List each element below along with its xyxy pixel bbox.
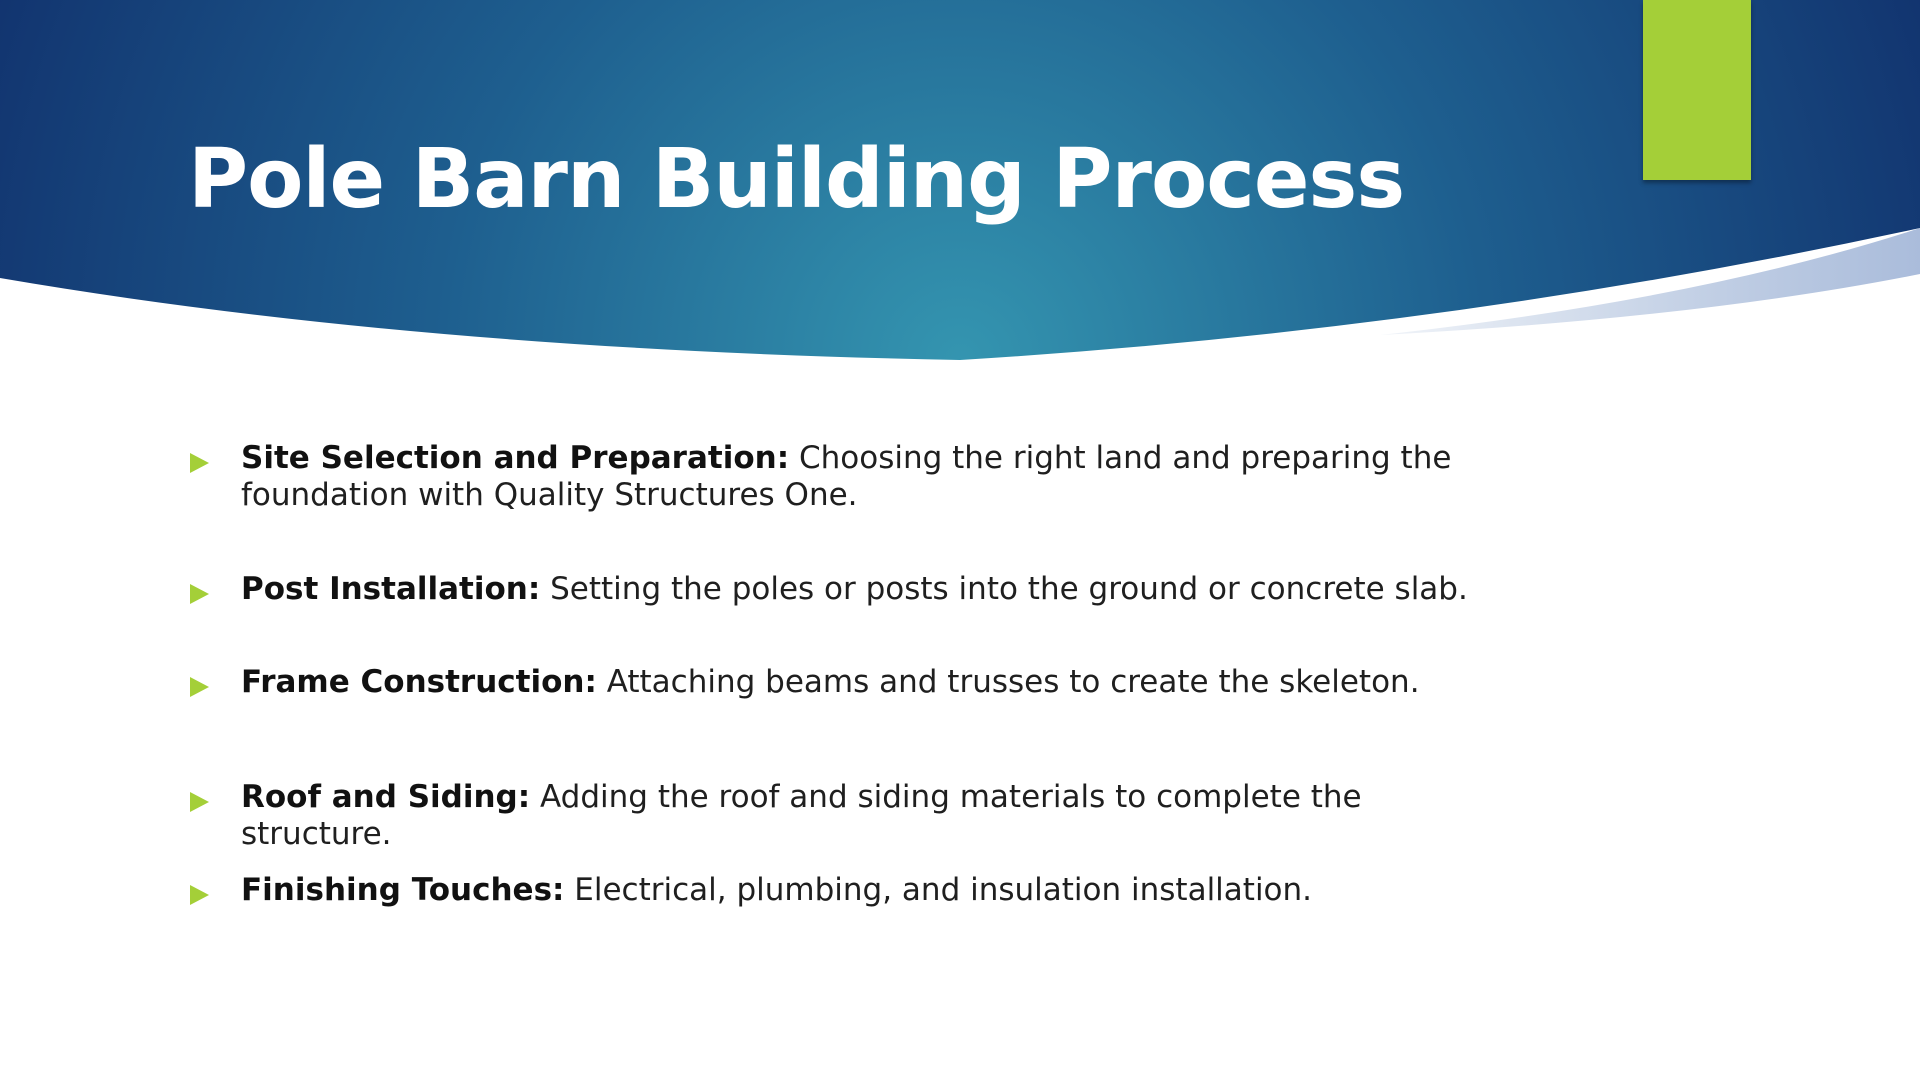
bullet-description: Attaching beams and trusses to create the skeleton. bbox=[596, 664, 1420, 700]
bullet-text bbox=[241, 664, 1481, 701]
bullet-term: Finishing Touches: bbox=[241, 872, 565, 908]
bullet-item bbox=[190, 571, 1670, 608]
bullet-text bbox=[241, 440, 1481, 514]
bullet-term: Site Selection and Preparation: bbox=[241, 440, 790, 476]
triangle-bullet-icon bbox=[190, 677, 209, 697]
bullet-item bbox=[190, 440, 1670, 514]
bullet-item bbox=[190, 779, 1670, 853]
bullet-text bbox=[241, 571, 1481, 608]
triangle-bullet-icon bbox=[190, 453, 209, 473]
triangle-bullet-icon bbox=[190, 584, 209, 604]
bullet-term: Roof and Siding: bbox=[241, 779, 531, 815]
bullet-text bbox=[241, 779, 1481, 853]
accent-tab bbox=[1643, 0, 1751, 180]
triangle-bullet-icon bbox=[190, 885, 209, 905]
bullet-term: Frame Construction: bbox=[241, 664, 597, 700]
bullet-description: Setting the poles or posts into the ground or concrete slab. bbox=[540, 571, 1468, 607]
bullet-description: Choosing the right land and preparing the foundation with Quality Structures One. bbox=[241, 440, 1452, 513]
bullet-text bbox=[241, 872, 1481, 909]
bullet-description: Electrical, plumbing, and insulation installation. bbox=[564, 872, 1313, 908]
triangle-bullet-icon bbox=[190, 792, 209, 812]
bullet-description: Adding the roof and siding materials to complete the structure. bbox=[241, 779, 1362, 852]
bullet-item bbox=[190, 664, 1670, 701]
slide-title: Pole Barn Building Process bbox=[188, 132, 1405, 227]
bullet-item bbox=[190, 872, 1670, 909]
bullet-term: Post Installation: bbox=[241, 571, 541, 607]
